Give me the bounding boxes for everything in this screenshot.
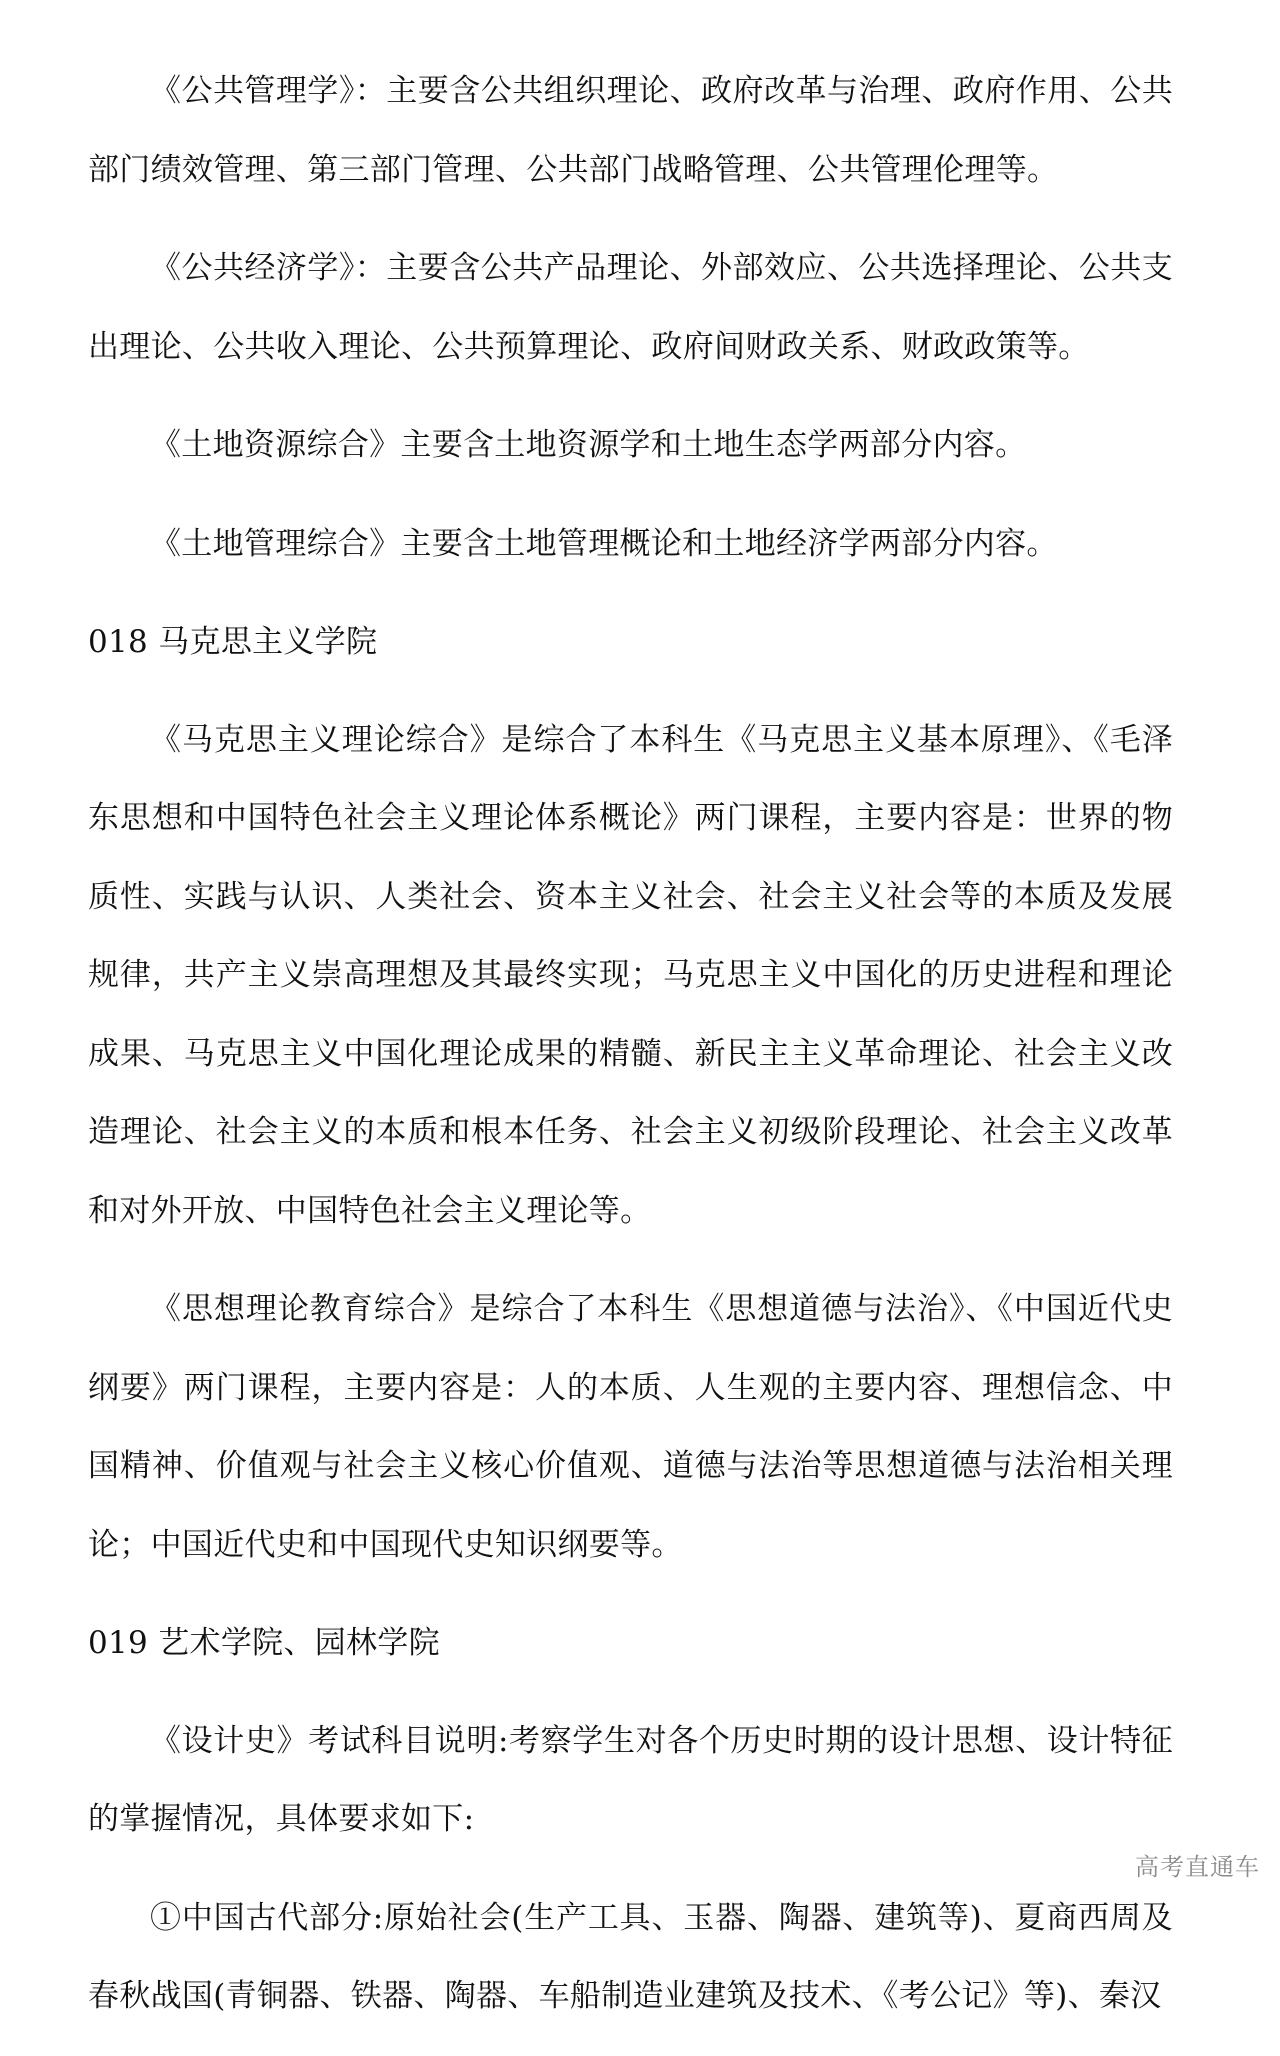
paragraph-public-economics: 《公共经济学》：主要含公共产品理论、外部效应、公共选择理论、公共支出理论、公共收入理论、公共预算理论、政府间财政关系、财政政策等。 — [88, 250, 1173, 365]
document-page — [88, 52, 1173, 2056]
paragraph-public-management: 《公共管理学》：主要含公共组织理论、政府改革与治理、政府作用、公共部门绩效管理、第三部门管理、公共部门战略管理、公共管理伦理等。 — [88, 73, 1173, 188]
watermark-text: 高考直通车 — [1135, 1853, 1260, 1881]
paragraph-chinese-ancient: ①中国古代部分:原始社会(生产工具、玉器、陶器、建筑等)、夏商西周及春秋战国(青铜器、铁器、陶器、车船制造业建筑及技术、《考公记》等)、秦汉 — [88, 1899, 1173, 2014]
paragraph-design-history: 《设计史》考试科目说明:考察学生对各个历史时期的设计思想、设计特征的掌握情况，具体要求如下: — [88, 1722, 1173, 1837]
section-heading-018: 018 马克思主义学院 — [88, 624, 378, 660]
paragraph-land-management: 《土地管理综合》主要含土地管理概论和土地经济学两部分内容。 — [150, 525, 1058, 562]
paragraph-marxism-theory: 《马克思主义理论综合》是综合了本科生《马克思主义基本原理》、《毛泽东思想和中国特色社会主义理论体系概论》两门课程，主要内容是：世界的物质性、实践与认识、人类社会、资本主义社会、社会主义社会等的本质及发展规律，共产主义崇高理想及其最终实现；马克思主义中国化的历史进程和理论成果、马克思主义中国化理论成果的精髓、新民主主义革命理论、社会主义改造理论、社会主义的本质和根本任务、社会主义初级阶段理论、社会主义改革和对外开放、中国特色社会主义理论等。 — [88, 721, 1173, 1229]
paragraph-ideological-education: 《思想理论教育综合》是综合了本科生《思想道德与法治》、《中国近代史纲要》两门课程，主要内容是：人的本质、人生观的主要内容、理想信念、中国精神、价值观与社会主义核心价值观、道德与法治等思想道德与法治相关理论；中国近代史和中国现代史知识纲要等。 — [88, 1291, 1173, 1563]
section-heading-019: 019 艺术学院、园林学院 — [88, 1625, 440, 1661]
paragraph-land-resources: 《土地资源综合》主要含土地资源学和土地生态学两部分内容。 — [150, 427, 1027, 463]
